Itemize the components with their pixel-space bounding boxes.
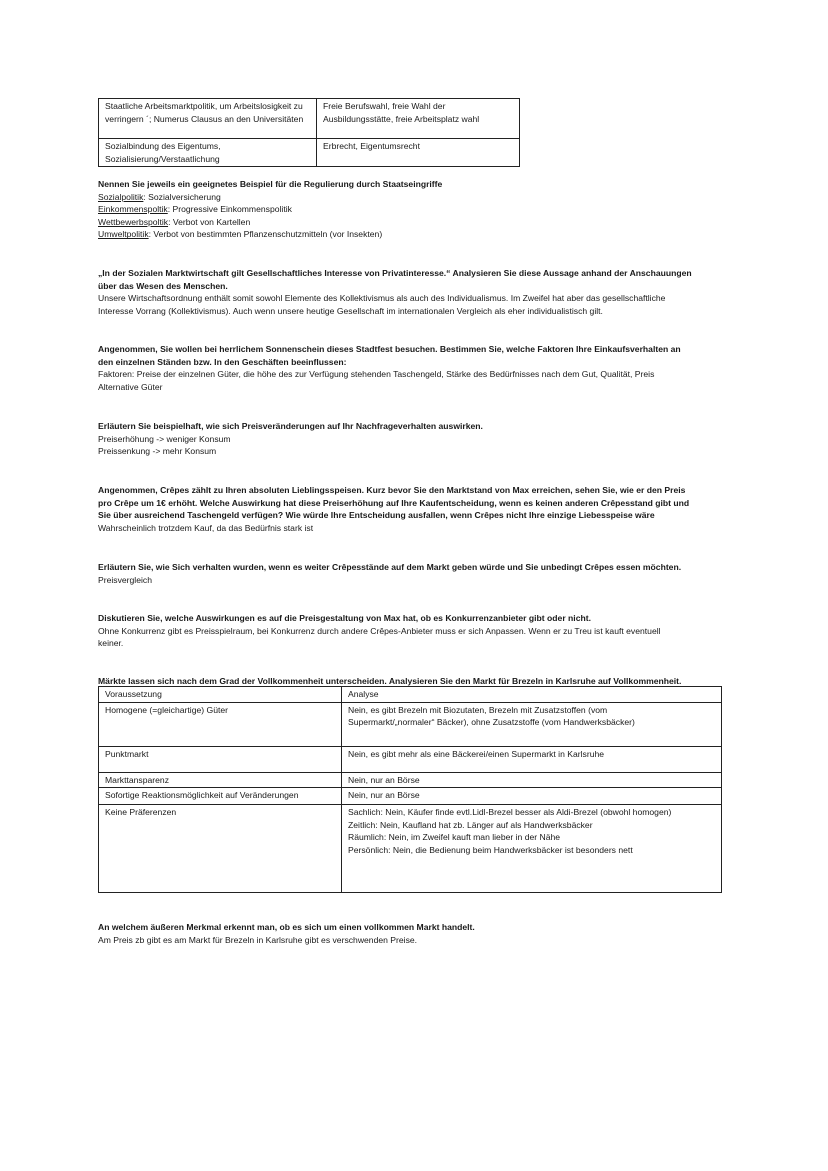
question-text: Diskutieren Sie, welche Auswirkungen es auf die Preisgestaltung von Max hat, ob es Konkurrenzanbieter gibt oder nicht. (98, 613, 591, 623)
table-cell: Erbrecht, Eigentumsrecht (317, 139, 520, 167)
cell-line: Persönlich: Nein, die Bedienung beim Handwerksbäcker ist besonders nett (348, 844, 633, 855)
answer-text: : Verbot von Kartellen (168, 216, 251, 227)
question-text: pro Crêpe um 1€ erhöht. Welche Auswirkung hat diese Preiserhöhung auf Ihre Kaufentscheidung, wenn es keinen anderen Crêpesstand gibt und (98, 497, 690, 508)
answer-text: Am Preis zb gibt es am Markt für Brezeln in Karlsruhe gibt es verschwenden Preise. (98, 934, 418, 945)
cell-line: Nein, es gibt mehr als eine Bäckerei/einen Supermarkt in Karlsruhe (348, 748, 605, 759)
answer-text: Wahrscheinlich trotzdem Kauf, da das Bedürfnis stark ist (98, 522, 314, 533)
answer-line (98, 216, 728, 229)
market-analysis-table (98, 686, 722, 893)
answer-text: : Verbot von bestimmten Pflanzenschutzmitteln (vor Insekten) (148, 229, 383, 240)
cell-line: Supermarkt/„normaler“ Bäcker), ohne Zusatzstoffe (vom Handwerksbäcker) (348, 717, 635, 728)
table-row (99, 746, 722, 772)
section-regulation (98, 178, 728, 241)
section-crepes (98, 484, 728, 534)
cell-line: Nein, es gibt Brezeln mit Biozutaten, Brezeln mit Zusatzstoffen (vom (348, 704, 608, 715)
answer-text: Interesse Vorrang (Kollektivismus). Auch wenn unsere heutige Gesellschaft im internationalen Vergleich als eher individualistisch gilt. (98, 305, 603, 316)
table-cell (342, 702, 722, 746)
answer-text: : Progressive Einkommenspolitik (167, 204, 292, 215)
question-text: Nennen Sie jeweils ein geeignetes Beispiel für die Regulierung durch Staatseingriffe (98, 179, 443, 189)
cell-line: Nein, nur an Börse (348, 774, 420, 785)
question-text: An welchem äußeren Merkmal erkennt man, ob es sich um einen vollkommen Markt handelt. (98, 922, 475, 932)
term: Sozialpolitik (98, 191, 144, 202)
question-text: Märkte lassen sich nach dem Grad der Vollkommenheit unterscheiden. Analysieren Sie den Markt für Brezeln in Karlsruhe auf Vollkommenheit. (98, 676, 682, 686)
cell-line: Zeitlich: Nein, Kaufland hat zb. Länger auf als Handwerksbäcker (348, 819, 593, 830)
table-cell (342, 746, 722, 772)
section-competition (98, 612, 728, 650)
table-header-row (99, 687, 722, 703)
answer-text: : Sozialversicherung (143, 191, 221, 202)
table-cell: Punktmarkt (99, 746, 342, 772)
table-row (99, 99, 520, 139)
table-row (99, 139, 520, 167)
table-cell: Staatliche Arbeitsmarktpolitik, um Arbeitslosigkeit zu verringern ´; Numerus Clausus an den Universitäten (99, 99, 317, 139)
table-cell: Homogene (=gleichartige) Güter (99, 702, 342, 746)
question-text: den einzelnen Ständen bzw. In den Geschäften beeinflussen: (98, 356, 347, 367)
rights-table (98, 98, 520, 167)
section-perfect-market-sign (98, 921, 728, 946)
term: Wettbewerbspoltik (98, 216, 169, 227)
answer-line (98, 203, 728, 216)
question-text: Angenommen, Sie wollen bei herrlichem Sonnenschein dieses Stadtfest besuchen. Bestimmen Sie, welche Faktoren Ihre Einkaufsverhalten an (98, 344, 681, 354)
answer-text: Ohne Konkurrenz gibt es Preisspielraum, bei Konkurrenz durch andere Crêpes-Anbieter muss er sich Anpassen. Wenn er zu Treu ist kauft eventuell (98, 625, 661, 636)
table-row (99, 702, 722, 746)
question-text: Erläutern Sie beispielhaft, wie sich Preisveränderungen auf Ihr Nachfrageverhalten auswirken. (98, 421, 483, 431)
column-header: Voraussetzung (99, 687, 342, 703)
cell-line: Räumlich: Nein, im Zweifel kauft man lieber in der Nähe (348, 832, 561, 843)
table-cell: Keine Präferenzen (99, 805, 342, 893)
question-text: Erläutern Sie, wie Sich verhalten wurden, wenn es weiter Crêpesstände auf dem Markt geben würde und Sie unbedingt Crêpes essen möchten. (98, 562, 682, 572)
answer-text: Preisvergleich (98, 574, 152, 585)
term: Einkommenspoltik (98, 204, 168, 215)
section-price-changes (98, 420, 728, 458)
answer-text: Preiserhöhung -> weniger Konsum (98, 433, 231, 444)
answer-text: Preissenkung -> mehr Konsum (98, 446, 217, 457)
column-header: Analyse (342, 687, 722, 703)
table-row (99, 788, 722, 805)
answer-text: Unsere Wirtschaftsordnung enthält somit sowohl Elemente des Kollektivismus als auch des Individualismus. Im Zweifel hat aber das gesellschaftliche (98, 293, 666, 304)
answer-text: keiner. (98, 638, 124, 649)
answer-line (98, 228, 728, 241)
answer-line (98, 191, 728, 204)
cell-line: Nein, nur an Börse (348, 790, 420, 801)
answer-text: Faktoren: Preise der einzelnen Güter, die höhe des zur Verfügung stehenden Taschengeld, Stärke des Bedürfnisses nach dem Gut, Qualität, Preis (98, 369, 655, 380)
table-cell (342, 805, 722, 893)
section-shopping-factors (98, 343, 728, 393)
section-social-market (98, 267, 728, 317)
table-cell: Sozialbindung des Eigentums, Sozialisierung/Verstaatlichung (99, 139, 317, 167)
table-cell: Markttansparenz (99, 772, 342, 788)
question-text: Sie über ausreichend Taschengeld verfügen? Wie würde Ihre Entscheidung ausfallen, wenn Crêpes nicht Ihre einzige Liebesspeise wäre (98, 510, 655, 521)
question-text: „In der Sozialen Marktwirtschaft gilt Gesellschaftliches Interesse von Privatinteresse.“ Analysieren Sie diese Aussage anhand der Anschauungen (98, 268, 692, 278)
term: Umweltpolitik (98, 229, 149, 240)
table-cell (342, 788, 722, 805)
table-cell (342, 772, 722, 788)
table-cell: Freie Berufswahl, freie Wahl der Ausbildungsstätte, freie Arbeitsplatz wahl (317, 99, 520, 139)
section-more-stands (98, 561, 728, 586)
table-row (99, 805, 722, 893)
question-text: Angenommen, Crêpes zählt zu Ihren absoluten Lieblingsspeisen. Kurz bevor Sie den Marktstand von Max erreichen, sehen Sie, wie er den Preis (98, 485, 686, 495)
cell-line: Sachlich: Nein, Käufer finde evtl.Lidl-Brezel besser als Aldi-Brezel (obwohl homogen) (348, 807, 672, 818)
question-text: über das Wesen des Menschen. (98, 280, 228, 291)
answer-text: Alternative Güter (98, 381, 163, 392)
table-row (99, 772, 722, 788)
table-cell: Sofortige Reaktionsmöglichkeit auf Veränderungen (99, 788, 342, 805)
